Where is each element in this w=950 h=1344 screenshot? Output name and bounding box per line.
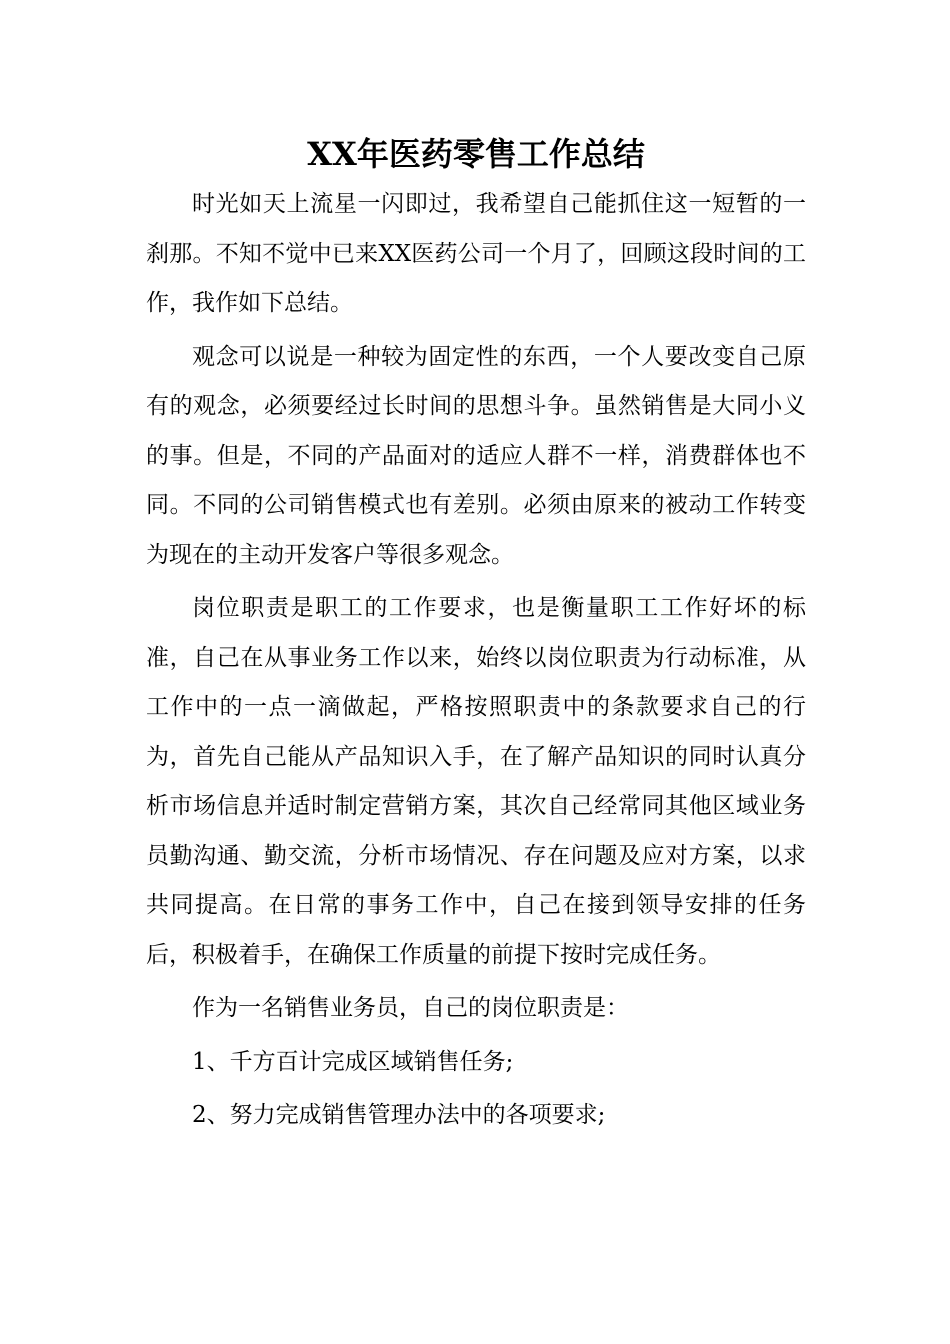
list-item: 1、千方百计完成区域销售任务;: [192, 1048, 514, 1075]
list-item: 2、努力完成销售管理办法中的各项要求;: [192, 1102, 606, 1128]
paragraph-duties-intro: 作为一名销售业务员，自己的岗位职责是：: [192, 995, 629, 1021]
paragraph-concept: 观念可以说是一种较为固定性的东西，一个人要改变自己原有的观念，必须要经过长时间的思想斗争。虽然销售是大同小义的事。但是，不同的产品面对的适应人群不一样，消费群体也不同。不同的公司销售模式也有差别。必须由原来的被动工作转变为现在的主动开发客户等很多观念。: [146, 343, 806, 568]
document-title: XX年医药零售工作总结: [307, 135, 645, 173]
document-body: [146, 128, 806, 1141]
paragraph-intro: 时光如天上流星一闪即过，我希望自己能抓住这一短暂的一刹那。不知不觉中已来XX医药公司一个月了，回顾这段时间的工作，我作如下总结。: [146, 191, 806, 316]
paragraph-responsibility: 岗位职责是职工的工作要求，也是衡量职工工作好坏的标准，自己在从事业务工作以来，始终以岗位职责为行动标准，从工作中的一点一滴做起，严格按照职责中的条款要求自己的行为，首先自己能从产品知识入手，在了解产品知识的同时认真分析市场信息并适时制定营销方案，其次自己经常同其他区域业务员勤沟通、勤交流，分析市场情况、存在问题及应对方案，以求共同提高。在日常的事务工作中，自己在接到领导安排的任务后，积极着手，在确保工作质量的前提下按时完成任务。: [146, 595, 806, 968]
